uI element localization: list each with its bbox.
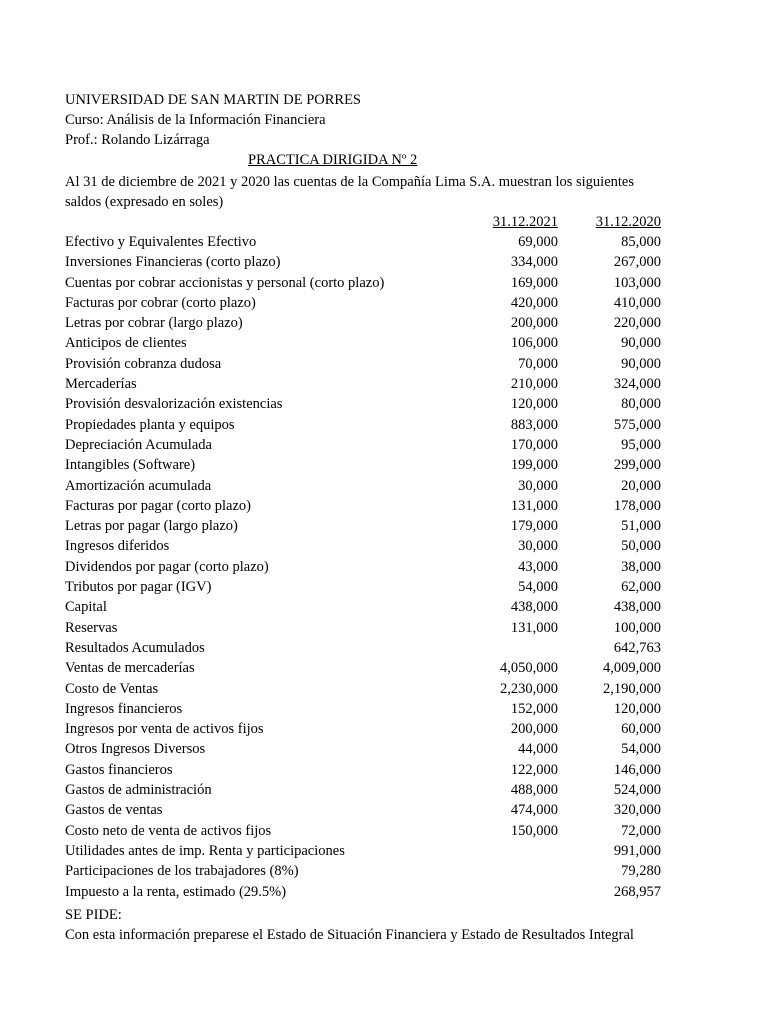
value-2021: 120,000 <box>510 396 558 413</box>
table-row <box>65 293 661 313</box>
value-2021: 44,000 <box>518 741 558 758</box>
table-row <box>65 557 661 577</box>
account-label: Intangibles (Software) <box>65 457 196 474</box>
value-2021: 170,000 <box>510 436 558 453</box>
value-2020: 4,009,000 <box>603 660 661 677</box>
value-2020: 268,957 <box>613 883 661 900</box>
account-label: Cuentas por cobrar accionistas y personal (corto plazo) <box>65 274 385 291</box>
column-header-2021: 31.12.2021 <box>492 214 558 230</box>
value-2021: 334,000 <box>510 254 558 271</box>
account-label: Impuesto a la renta, estimado (29.5%) <box>65 883 287 900</box>
value-2020: 410,000 <box>613 294 661 311</box>
value-2020: 178,000 <box>613 497 661 514</box>
value-2020: 575,000 <box>613 416 661 433</box>
account-label: Depreciación Acumulada <box>65 436 212 453</box>
value-2021: 2,230,000 <box>500 680 558 697</box>
table-row <box>65 760 661 780</box>
value-2021: 150,000 <box>510 822 558 839</box>
value-2021: 30,000 <box>518 538 558 555</box>
value-2021: 131,000 <box>510 619 558 636</box>
account-label: Provisión cobranza dudosa <box>65 355 222 372</box>
account-label: Dividendos por pagar (corto plazo) <box>65 558 269 575</box>
value-2020: 50,000 <box>621 538 661 555</box>
table-row <box>65 861 661 881</box>
table-row <box>65 516 661 536</box>
table-row <box>65 252 661 272</box>
account-label: Ingresos diferidos <box>65 538 170 555</box>
value-2021: 122,000 <box>510 761 558 778</box>
table-row <box>65 597 661 617</box>
table-row <box>65 394 661 414</box>
table-row <box>65 273 661 293</box>
account-label: Costo de Ventas <box>65 680 159 697</box>
value-2021: 200,000 <box>510 721 558 738</box>
value-2020: 103,000 <box>613 274 661 291</box>
account-label: Ingresos financieros <box>65 700 183 717</box>
account-label: Utilidades antes de imp. Renta y participaciones <box>65 842 345 859</box>
table-row <box>65 333 661 353</box>
value-2020: 438,000 <box>613 599 661 616</box>
account-label: Capital <box>65 599 107 616</box>
value-2020: 299,000 <box>613 457 661 474</box>
account-label: Ventas de mercaderías <box>65 660 195 677</box>
account-label: Participaciones de los trabajadores (8%) <box>65 863 299 880</box>
table-row <box>65 780 661 800</box>
value-2021: 883,000 <box>510 416 558 433</box>
value-2021: 69,000 <box>518 234 558 250</box>
table-row <box>65 821 661 841</box>
value-2020: 51,000 <box>621 518 661 535</box>
table-row <box>65 719 661 739</box>
table-row <box>65 618 661 638</box>
account-label: Propiedades planta y equipos <box>65 416 235 433</box>
value-2020: 62,000 <box>621 579 661 596</box>
value-2021: 199,000 <box>510 457 558 474</box>
value-2020: 267,000 <box>613 254 661 271</box>
value-2021: 474,000 <box>510 802 558 819</box>
value-2021: 169,000 <box>510 274 558 291</box>
account-label: Anticipos de clientes <box>65 335 187 352</box>
account-label: Amortización acumulada <box>65 477 212 494</box>
value-2020: 38,000 <box>621 558 661 575</box>
value-2021: 438,000 <box>510 599 558 616</box>
table-row <box>65 313 661 333</box>
accounts-table <box>65 232 661 902</box>
account-label: Gastos financieros <box>65 761 173 778</box>
table-row <box>65 455 661 475</box>
account-label: Provisión desvalorización existencias <box>65 396 283 413</box>
account-label: Efectivo y Equivalentes Efectivo <box>65 234 257 250</box>
account-label: Mercaderías <box>65 376 137 393</box>
table-row <box>65 658 661 678</box>
account-label: Letras por cobrar (largo plazo) <box>65 315 243 332</box>
value-2020: 20,000 <box>621 477 661 494</box>
value-2021: 210,000 <box>510 376 558 393</box>
value-2020: 85,000 <box>621 234 661 250</box>
value-2021: 488,000 <box>510 782 558 799</box>
value-2020: 642,763 <box>613 639 661 656</box>
value-2021: 131,000 <box>510 497 558 514</box>
account-label: Tributos por pagar (IGV) <box>65 579 212 596</box>
value-2021: 43,000 <box>518 558 558 575</box>
university-name: UNIVERSIDAD DE SAN MARTIN DE PORRES <box>65 92 361 108</box>
account-label: Facturas por pagar (corto plazo) <box>65 497 252 514</box>
value-2021: 200,000 <box>510 315 558 332</box>
value-2020: 90,000 <box>621 355 661 372</box>
intro-text: Al 31 de diciembre de 2021 y 2020 las cuentas de la Compañía Lima S.A. muestran los siguientes saldos (expresado en soles) <box>65 174 635 210</box>
table-row <box>65 699 661 719</box>
value-2020: 324,000 <box>613 376 661 393</box>
page-title: PRACTICA DIRIGIDA Nº 2 <box>248 152 418 168</box>
table-row <box>65 739 661 759</box>
table-row <box>65 882 661 902</box>
value-2020: 90,000 <box>621 335 661 352</box>
table-row <box>65 374 661 394</box>
table-row <box>65 841 661 861</box>
value-2020: 991,000 <box>613 842 661 859</box>
value-2020: 60,000 <box>621 721 661 738</box>
account-label: Gastos de administración <box>65 782 212 799</box>
value-2021: 420,000 <box>510 294 558 311</box>
value-2021: 152,000 <box>510 700 558 717</box>
value-2021: 106,000 <box>510 335 558 352</box>
table-row <box>65 679 661 699</box>
value-2020: 524,000 <box>613 782 661 799</box>
table-row <box>65 638 661 658</box>
account-label: Gastos de ventas <box>65 802 163 819</box>
value-2021: 30,000 <box>518 477 558 494</box>
table-row <box>65 435 661 455</box>
value-2021: 70,000 <box>518 355 558 372</box>
column-header-2020: 31.12.2020 <box>595 214 661 230</box>
professor-name: Prof.: Rolando Lizárraga <box>65 132 210 148</box>
account-label: Inversiones Financieras (corto plazo) <box>65 254 281 271</box>
se-pide-label: SE PIDE: <box>65 907 122 923</box>
value-2021: 54,000 <box>518 579 558 596</box>
value-2020: 220,000 <box>613 315 661 332</box>
instruction-text: Con esta información preparese el Estado de Situación Financiera y Estado de Resultados Integral <box>65 927 634 943</box>
value-2020: 320,000 <box>613 802 661 819</box>
value-2020: 146,000 <box>613 761 661 778</box>
account-label: Letras por pagar (largo plazo) <box>65 518 238 535</box>
table-row <box>65 232 661 252</box>
account-label: Resultados Acumulados <box>65 639 205 656</box>
table-row <box>65 415 661 435</box>
value-2020: 100,000 <box>613 619 661 636</box>
table-row <box>65 496 661 516</box>
value-2020: 2,190,000 <box>603 680 661 697</box>
account-label: Costo neto de venta de activos fijos <box>65 822 272 839</box>
value-2021: 4,050,000 <box>500 660 558 677</box>
value-2020: 80,000 <box>621 396 661 413</box>
value-2020: 72,000 <box>621 822 661 839</box>
table-row <box>65 536 661 556</box>
table-row <box>65 476 661 496</box>
account-label: Reservas <box>65 619 118 636</box>
account-label: Ingresos por venta de activos fijos <box>65 721 264 738</box>
value-2021: 179,000 <box>510 518 558 535</box>
value-2020: 95,000 <box>621 436 661 453</box>
account-label: Facturas por cobrar (corto plazo) <box>65 294 256 311</box>
value-2020: 120,000 <box>613 700 661 717</box>
course-name: Curso: Análisis de la Información Financiera <box>65 112 326 128</box>
value-2020: 79,280 <box>621 863 661 880</box>
table-row <box>65 577 661 597</box>
table-row <box>65 800 661 820</box>
value-2020: 54,000 <box>621 741 661 758</box>
account-label: Otros Ingresos Diversos <box>65 741 206 758</box>
table-row <box>65 354 661 374</box>
